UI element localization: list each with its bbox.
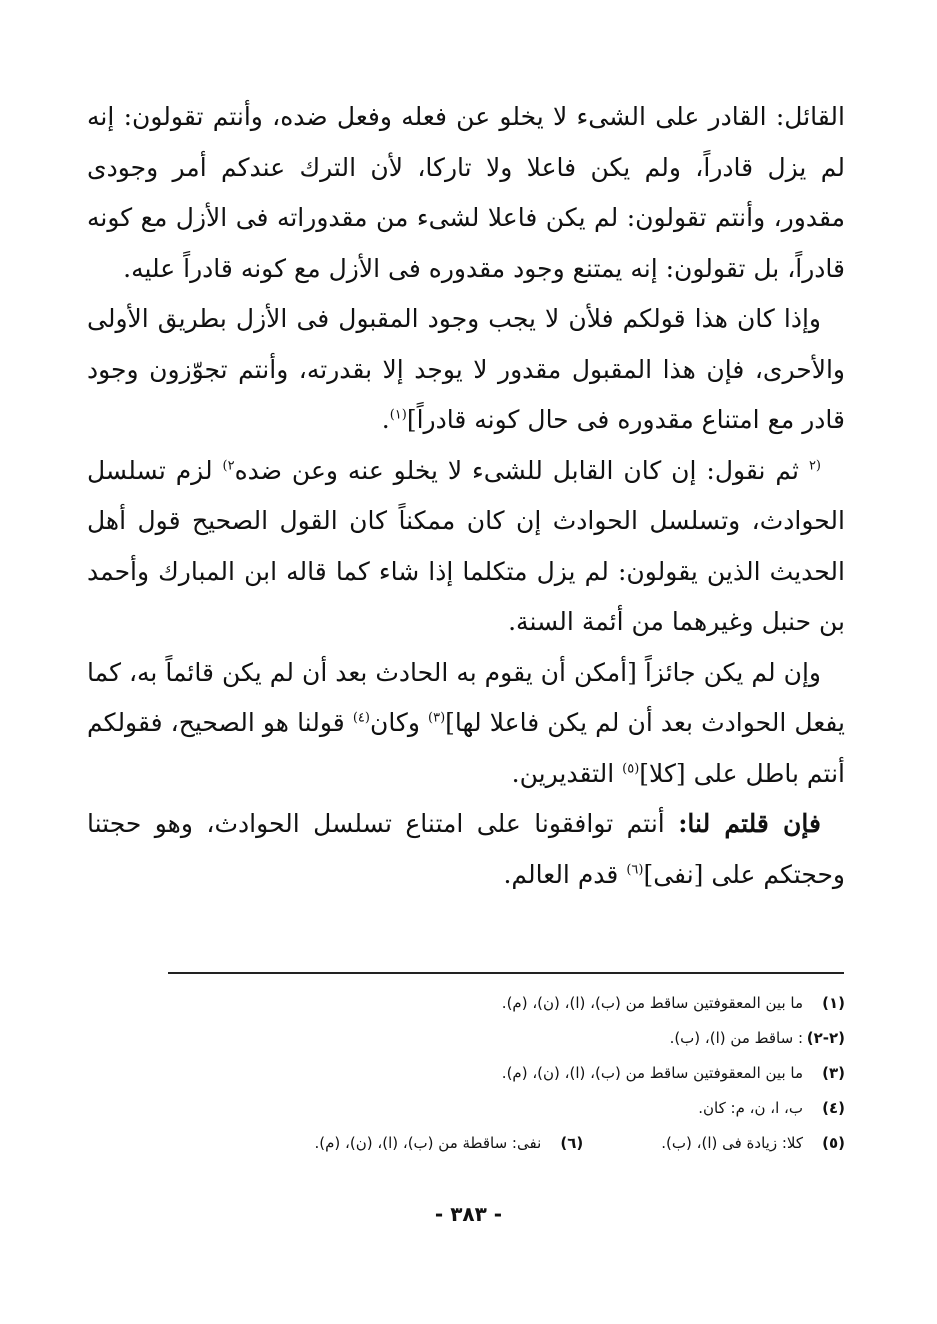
page-number: - ٣٨٣ - bbox=[434, 1202, 503, 1226]
footnote-5 bbox=[661, 1126, 845, 1161]
footnote-number: (٣) bbox=[822, 1064, 845, 1082]
paragraph-5-part-b: قدم العالم. bbox=[503, 859, 627, 889]
footnote-text: كلا: زيادة فى (ا)، (ب). bbox=[661, 1134, 803, 1152]
footnote-1 bbox=[87, 986, 845, 1021]
footnote-ref-1: (١) bbox=[389, 407, 407, 423]
footnotes bbox=[87, 986, 845, 1161]
paragraph-1: القائل: القادر على الشىء لا يخلو عن فعله وفعل ضده، وأنتم تقولون: إنه لم يزل قادراً، ولم يكن فاعلا ولا تاركا، لأن الترك عندكم أمر وجودى مقدور، وأنتم تقولون: لم يكن فاعلا لشىء من مقدوراته فى الأزل مع كونه قادراً، بل تقولون: إنه يمتنع وجود مقدوره فى الأزل مع كونه قادراً عليه. bbox=[87, 102, 845, 283]
footnote-2 bbox=[87, 1021, 845, 1056]
paragraph-3-text: ثم نقول: إن كان القابل للشىء لا يخلو عنه وعن ضده bbox=[234, 455, 809, 485]
paragraph-5 bbox=[87, 799, 845, 900]
paragraph-3-rest: لزم تسلسل الحوادث، وتسلسل الحوادث إن كان ممكناً كان القول الصحيح قول أهل الحديث الذين يقولون: لم يزل متكلما إذا شاء كما قاله ابن المبارك وأحمد بن حنبل وغيرهما من أئمة السنة. bbox=[87, 455, 845, 636]
paragraph-4-part-a: وإن لم يكن جائزاً [أمكن أن يقوم به الحادث بعد أن لم يكن قائماً به، كما يفعل الحوادث بعد أن لم يكن فاعلا لها] bbox=[87, 657, 845, 737]
paragraph-5-part-a: أنتم توافقونا على امتناع تسلسل الحوادث، وهو حجتنا وحجتكم على [نفى] bbox=[87, 809, 845, 889]
footnote-text: ب، ا، ن، م: كان. bbox=[698, 1099, 803, 1117]
paragraph-3 bbox=[87, 446, 845, 648]
footnote-6 bbox=[315, 1126, 584, 1161]
paragraph-2 bbox=[87, 294, 845, 446]
footnote-ref-2-close: ٢) bbox=[222, 458, 235, 474]
footnote-text: ما بين المعقوفتين ساقط من (ب)، (ا)، (ن)، (م). bbox=[501, 1064, 803, 1082]
paragraph-4-part-c: قولنا هو الصحيح، فقولكم أنتم باطل على [كلا] bbox=[87, 708, 845, 788]
footnote-number: (٥) bbox=[822, 1134, 845, 1152]
footnote-number: (٦) bbox=[560, 1134, 584, 1152]
paragraph-2-end: . bbox=[381, 405, 390, 434]
main-text bbox=[87, 92, 845, 900]
footnote-3 bbox=[87, 1056, 845, 1091]
footnote-ref-4: (٤) bbox=[352, 710, 370, 726]
footnote-divider bbox=[168, 972, 844, 974]
footnote-text: نفى: ساقطة من (ب)، (ا)، (ن)، (م). bbox=[314, 1134, 542, 1152]
footnote-number: (١) bbox=[822, 994, 845, 1012]
footnote-number: (٢-٢) bbox=[806, 1029, 845, 1047]
paragraph-4 bbox=[87, 648, 845, 800]
footnote-text: : ساقط من (ا)، (ب). bbox=[669, 1029, 803, 1047]
paragraph-2-text: وإذا كان هذا قولكم فلأن لا يجب وجود المقبول فى الأزل بطريق الأولى والأحرى، فإن هذا المقبول مقدور لا يوجد إلا بقدرته، وأنتم تجوّزون وجود قادر مع امتناع مقدوره فى حال كونه قادراً] bbox=[87, 304, 845, 434]
footnote-text: ما بين المعقوفتين ساقط من (ب)، (ا)، (ن)، (م). bbox=[501, 994, 803, 1012]
paragraph-4-part-d: التقديرين. bbox=[511, 758, 623, 788]
footnote-ref-5: (٥) bbox=[622, 761, 640, 777]
footnote-number: (٤) bbox=[822, 1099, 845, 1117]
paragraph-4-part-b: وكان bbox=[369, 708, 428, 737]
footnote-4 bbox=[87, 1091, 845, 1126]
footnote-ref-6: (٦) bbox=[626, 862, 644, 878]
footnote-ref-2-open: (٢ bbox=[808, 458, 821, 474]
paragraph-5-lead: فإن قلتم لنا: bbox=[678, 809, 821, 838]
footnote-row-5-6 bbox=[87, 1126, 845, 1161]
footnote-ref-3: (٣) bbox=[428, 710, 446, 726]
